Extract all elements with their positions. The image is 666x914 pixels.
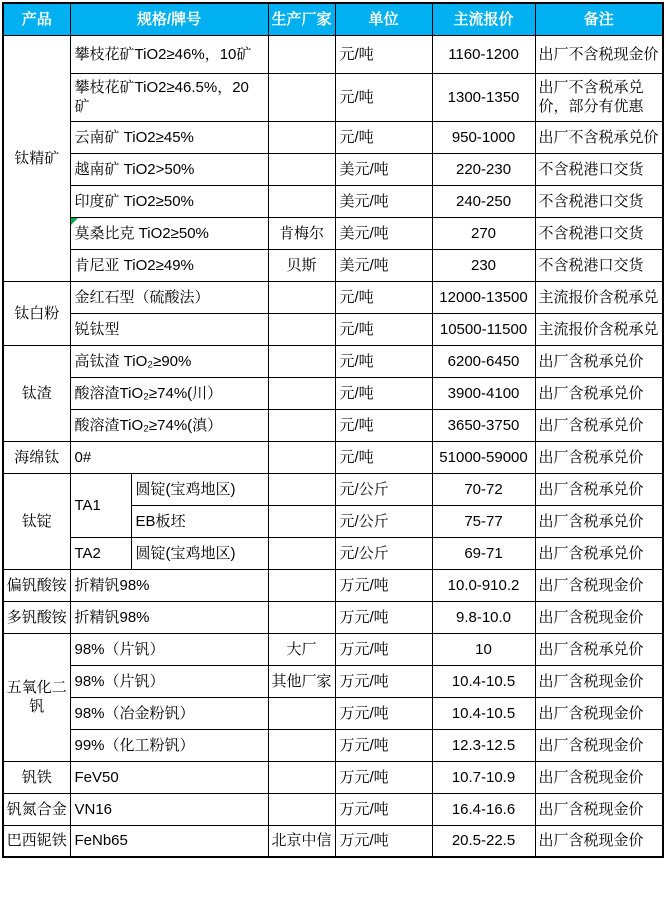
cell-spec: 金红石型（硫酸法） bbox=[70, 281, 268, 313]
cell-producer bbox=[268, 793, 335, 825]
cell-price: 70-72 bbox=[432, 473, 535, 505]
cell-spec: 云南矿 TiO2≥45% bbox=[70, 121, 268, 153]
cell-spec: 98%（冶金粉钒） bbox=[70, 697, 268, 729]
cell-producer bbox=[268, 377, 335, 409]
comment-marker-icon bbox=[71, 218, 78, 225]
table-row bbox=[3, 537, 663, 569]
cell-note: 出厂含税现金价 bbox=[535, 569, 663, 601]
cell-spec: 攀枝花矿TiO2≥46.5%，20矿 bbox=[70, 73, 268, 121]
cell-price: 1160-1200 bbox=[432, 35, 535, 73]
cell-producer bbox=[268, 601, 335, 633]
cell-producer bbox=[268, 73, 335, 121]
cell-producer bbox=[268, 505, 335, 537]
cell-note: 主流报价含税承兑 bbox=[535, 313, 663, 345]
table-row bbox=[3, 665, 663, 697]
cell-product-group: 巴西铌铁 bbox=[3, 825, 70, 857]
cell-producer bbox=[268, 185, 335, 217]
cell-price: 230 bbox=[432, 249, 535, 281]
cell-note: 出厂含税承兑价 bbox=[535, 537, 663, 569]
cell-unit: 美元/吨 bbox=[335, 153, 432, 185]
cell-price: 10.7-10.9 bbox=[432, 761, 535, 793]
table-row bbox=[3, 697, 663, 729]
cell-product-group: 钛锭 bbox=[3, 473, 70, 569]
table-row bbox=[3, 793, 663, 825]
cell-price: 20.5-22.5 bbox=[432, 825, 535, 857]
cell-producer: 肯梅尔 bbox=[268, 217, 335, 249]
cell-spec: 98%（片钒） bbox=[70, 633, 268, 665]
cell-unit: 元/吨 bbox=[335, 313, 432, 345]
cell-unit: 元/吨 bbox=[335, 73, 432, 121]
cell-producer bbox=[268, 345, 335, 377]
cell-unit: 元/吨 bbox=[335, 281, 432, 313]
cell-product-group: 钛渣 bbox=[3, 345, 70, 441]
table-row bbox=[3, 73, 663, 121]
table-row bbox=[3, 569, 663, 601]
cell-unit: 万元/吨 bbox=[335, 793, 432, 825]
table-row bbox=[3, 345, 663, 377]
col-header-price: 主流报价 bbox=[432, 3, 535, 35]
cell-price: 950-1000 bbox=[432, 121, 535, 153]
cell-unit: 万元/吨 bbox=[335, 601, 432, 633]
cell-producer bbox=[268, 569, 335, 601]
cell-spec: 0# bbox=[70, 441, 268, 473]
cell-product-group: 海绵钛 bbox=[3, 441, 70, 473]
cell-unit: 美元/吨 bbox=[335, 249, 432, 281]
cell-spec: 98%（片钒） bbox=[70, 665, 268, 697]
cell-spec: 越南矿 TiO2>50% bbox=[70, 153, 268, 185]
cell-price: 51000-59000 bbox=[432, 441, 535, 473]
cell-product-group: 钛精矿 bbox=[3, 35, 70, 281]
cell-spec-form: EB板坯 bbox=[131, 505, 268, 537]
table-row bbox=[3, 153, 663, 185]
table-row bbox=[3, 825, 663, 857]
cell-note: 出厂含税承兑价 bbox=[535, 345, 663, 377]
cell-spec-form: 圆锭(宝鸡地区) bbox=[131, 473, 268, 505]
cell-spec-grade: TA2 bbox=[70, 537, 131, 569]
cell-price: 10.4-10.5 bbox=[432, 665, 535, 697]
cell-unit: 万元/吨 bbox=[335, 697, 432, 729]
cell-price: 1300-1350 bbox=[432, 73, 535, 121]
cell-unit: 万元/吨 bbox=[335, 761, 432, 793]
cell-spec: 折精钒98% bbox=[70, 569, 268, 601]
cell-unit: 元/吨 bbox=[335, 409, 432, 441]
cell-price: 12.3-12.5 bbox=[432, 729, 535, 761]
cell-price: 10.4-10.5 bbox=[432, 697, 535, 729]
cell-product-group: 偏钒酸铵 bbox=[3, 569, 70, 601]
cell-unit: 元/吨 bbox=[335, 35, 432, 73]
cell-unit: 美元/吨 bbox=[335, 217, 432, 249]
cell-unit: 万元/吨 bbox=[335, 825, 432, 857]
cell-unit: 美元/吨 bbox=[335, 185, 432, 217]
cell-note: 出厂含税现金价 bbox=[535, 665, 663, 697]
cell-price: 270 bbox=[432, 217, 535, 249]
cell-note: 不含税港口交货 bbox=[535, 249, 663, 281]
table-row bbox=[3, 473, 663, 505]
cell-spec: 99%（化工粉钒） bbox=[70, 729, 268, 761]
cell-producer bbox=[268, 729, 335, 761]
cell-spec: 印度矿 TiO2≥50% bbox=[70, 185, 268, 217]
cell-unit: 元/公斤 bbox=[335, 505, 432, 537]
price-table bbox=[2, 2, 664, 858]
cell-producer bbox=[268, 409, 335, 441]
cell-price: 10 bbox=[432, 633, 535, 665]
cell-price: 16.4-16.6 bbox=[432, 793, 535, 825]
cell-unit: 元/吨 bbox=[335, 441, 432, 473]
cell-note: 出厂含税现金价 bbox=[535, 601, 663, 633]
cell-spec: FeV50 bbox=[70, 761, 268, 793]
cell-note: 出厂含税承兑价 bbox=[535, 505, 663, 537]
cell-price: 240-250 bbox=[432, 185, 535, 217]
cell-note: 出厂不含税承兑价 bbox=[535, 121, 663, 153]
cell-price: 3650-3750 bbox=[432, 409, 535, 441]
cell-producer bbox=[268, 761, 335, 793]
cell-spec: FeNb65 bbox=[70, 825, 268, 857]
cell-producer bbox=[268, 281, 335, 313]
cell-unit: 万元/吨 bbox=[335, 665, 432, 697]
table-row bbox=[3, 281, 663, 313]
cell-spec: 高钛渣 TiO₂≥90% bbox=[70, 345, 268, 377]
cell-price: 10500-11500 bbox=[432, 313, 535, 345]
cell-unit: 元/公斤 bbox=[335, 473, 432, 505]
col-header-unit: 单位 bbox=[335, 3, 432, 35]
cell-unit: 元/吨 bbox=[335, 377, 432, 409]
cell-producer: 大厂 bbox=[268, 633, 335, 665]
cell-price: 6200-6450 bbox=[432, 345, 535, 377]
col-header-spec: 规格/牌号 bbox=[70, 3, 268, 35]
cell-producer bbox=[268, 537, 335, 569]
cell-producer bbox=[268, 153, 335, 185]
cell-note: 出厂含税现金价 bbox=[535, 793, 663, 825]
table-row bbox=[3, 409, 663, 441]
table-row bbox=[3, 633, 663, 665]
cell-note: 出厂含税承兑价 bbox=[535, 441, 663, 473]
cell-note: 出厂含税承兑价 bbox=[535, 633, 663, 665]
cell-unit: 元/公斤 bbox=[335, 537, 432, 569]
col-header-note: 备注 bbox=[535, 3, 663, 35]
header-row bbox=[3, 3, 663, 35]
cell-spec-grade: TA1 bbox=[70, 473, 131, 537]
table-row bbox=[3, 377, 663, 409]
cell-spec: 酸溶渣TiO₂≥74%(滇） bbox=[70, 409, 268, 441]
table-row bbox=[3, 217, 663, 249]
cell-producer bbox=[268, 697, 335, 729]
cell-price: 9.8-10.0 bbox=[432, 601, 535, 633]
cell-note: 出厂不含税承兑价，部分有优惠 bbox=[535, 73, 663, 121]
cell-unit: 万元/吨 bbox=[335, 569, 432, 601]
cell-spec bbox=[70, 217, 268, 249]
cell-price: 3900-4100 bbox=[432, 377, 535, 409]
cell-note: 出厂含税承兑价 bbox=[535, 473, 663, 505]
cell-note: 出厂含税现金价 bbox=[535, 761, 663, 793]
cell-producer: 其他厂家 bbox=[268, 665, 335, 697]
cell-note: 出厂含税现金价 bbox=[535, 697, 663, 729]
table-row bbox=[3, 441, 663, 473]
cell-product-group: 多钒酸铵 bbox=[3, 601, 70, 633]
cell-producer bbox=[268, 35, 335, 73]
cell-unit: 元/吨 bbox=[335, 345, 432, 377]
cell-producer bbox=[268, 473, 335, 505]
cell-note: 出厂不含税现金价 bbox=[535, 35, 663, 73]
table-row bbox=[3, 185, 663, 217]
table-row bbox=[3, 601, 663, 633]
table-row bbox=[3, 35, 663, 73]
table-row bbox=[3, 761, 663, 793]
cell-price: 10.0-910.2 bbox=[432, 569, 535, 601]
cell-note: 不含税港口交货 bbox=[535, 217, 663, 249]
cell-note: 出厂含税承兑价 bbox=[535, 377, 663, 409]
table-row bbox=[3, 249, 663, 281]
cell-note: 不含税港口交货 bbox=[535, 153, 663, 185]
cell-unit: 万元/吨 bbox=[335, 633, 432, 665]
table-row bbox=[3, 121, 663, 153]
cell-spec: 折精钒98% bbox=[70, 601, 268, 633]
cell-producer: 贝斯 bbox=[268, 249, 335, 281]
cell-spec-text: 莫桑比克 TiO2≥50% bbox=[74, 224, 209, 242]
cell-note: 主流报价含税承兑 bbox=[535, 281, 663, 313]
col-header-producer: 生产厂家 bbox=[268, 3, 335, 35]
cell-producer bbox=[268, 441, 335, 473]
cell-unit: 元/吨 bbox=[335, 121, 432, 153]
cell-producer bbox=[268, 313, 335, 345]
cell-spec: 酸溶渣TiO₂≥74%(川） bbox=[70, 377, 268, 409]
cell-note: 出厂含税现金价 bbox=[535, 825, 663, 857]
cell-note: 不含税港口交货 bbox=[535, 185, 663, 217]
cell-product-group: 五氧化二钒 bbox=[3, 633, 70, 761]
cell-producer bbox=[268, 121, 335, 153]
cell-spec: 肯尼亚 TiO2≥49% bbox=[70, 249, 268, 281]
cell-price: 75-77 bbox=[432, 505, 535, 537]
cell-price: 220-230 bbox=[432, 153, 535, 185]
cell-price: 69-71 bbox=[432, 537, 535, 569]
cell-unit: 万元/吨 bbox=[335, 729, 432, 761]
table-row bbox=[3, 313, 663, 345]
cell-spec: 攀枝花矿TiO2≥46%，10矿 bbox=[70, 35, 268, 73]
cell-spec: 锐钛型 bbox=[70, 313, 268, 345]
cell-product-group: 钛白粉 bbox=[3, 281, 70, 345]
cell-spec-form: 圆锭(宝鸡地区) bbox=[131, 537, 268, 569]
table-row bbox=[3, 729, 663, 761]
cell-note: 出厂含税承兑价 bbox=[535, 409, 663, 441]
cell-product-group: 钒氮合金 bbox=[3, 793, 70, 825]
col-header-product: 产品 bbox=[3, 3, 70, 35]
cell-price: 12000-13500 bbox=[432, 281, 535, 313]
cell-product-group: 钒铁 bbox=[3, 761, 70, 793]
cell-producer: 北京中信 bbox=[268, 825, 335, 857]
cell-spec: VN16 bbox=[70, 793, 268, 825]
cell-note: 出厂含税现金价 bbox=[535, 729, 663, 761]
